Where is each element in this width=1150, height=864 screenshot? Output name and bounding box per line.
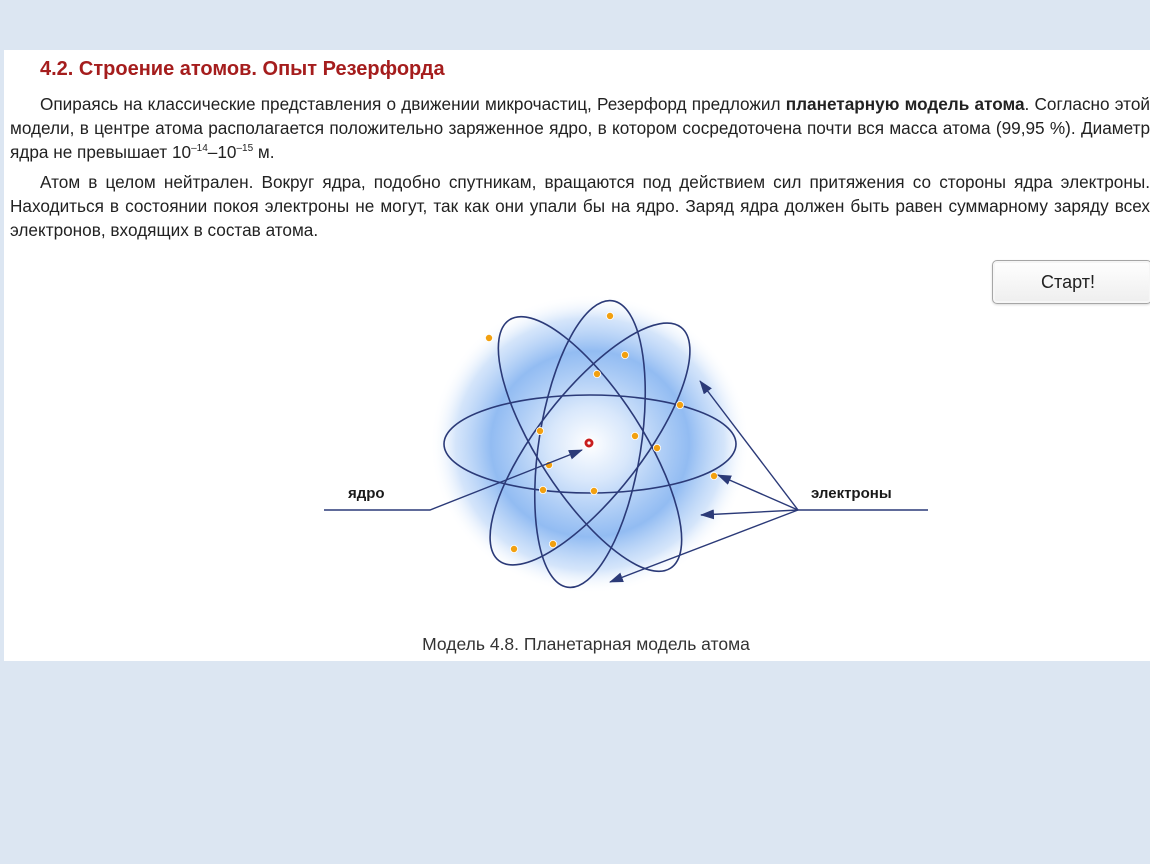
electron bbox=[593, 370, 600, 377]
p1-rest: . Согласно этой модели, в центре атома располагается положительно заряженное ядро, в котором сосредоточена почти вся масса атома (99,95 %). Диаметр ядра не превышает bbox=[10, 94, 1150, 162]
nucleus bbox=[584, 438, 594, 448]
p1-lead: Опираясь на классические представления о движении микрочастиц, Резерфорд предложил bbox=[40, 94, 786, 114]
p1-exp1: –14 bbox=[191, 143, 208, 154]
electrons-label: электроны bbox=[811, 485, 892, 502]
electron bbox=[539, 486, 546, 493]
electron bbox=[536, 427, 543, 434]
electron bbox=[590, 487, 597, 494]
electron bbox=[710, 472, 717, 479]
electron bbox=[510, 545, 517, 552]
electron bbox=[653, 444, 660, 451]
content-panel bbox=[4, 50, 1150, 661]
electron bbox=[621, 351, 628, 358]
p1-tail: м. bbox=[253, 142, 275, 162]
start-button-label: Старт! bbox=[1041, 271, 1095, 292]
electron bbox=[606, 312, 613, 319]
paragraph-neutral-atom: Атом в целом нейтрален. Вокруг ядра, подобно спутникам, вращаются под действием сил притяжения со стороны ядра электроны. Находиться в состоянии покоя электроны не могут, так как они упали бы на ядро. Заряд ядра должен быть равен суммарному заряду всех электронов, входящих в состав атома. bbox=[10, 172, 1150, 240]
nucleus-label: ядро bbox=[348, 485, 385, 502]
p1-dash: – bbox=[207, 142, 218, 162]
electron bbox=[631, 432, 638, 439]
atom-diagram bbox=[4, 50, 1150, 661]
figure-caption: Модель 4.8. Планетарная модель атома bbox=[422, 634, 750, 654]
p1-base1: 10 bbox=[171, 142, 192, 162]
p1-base2: 10 bbox=[217, 142, 237, 162]
p1-bold-term: планетарную модель атома bbox=[785, 94, 1025, 114]
electron bbox=[676, 401, 683, 408]
p1-exp2: –15 bbox=[236, 143, 254, 154]
electron bbox=[549, 540, 556, 547]
electron bbox=[485, 334, 492, 341]
section-heading: 4.2. Строение атомов. Опыт Резерфорда bbox=[40, 58, 445, 80]
